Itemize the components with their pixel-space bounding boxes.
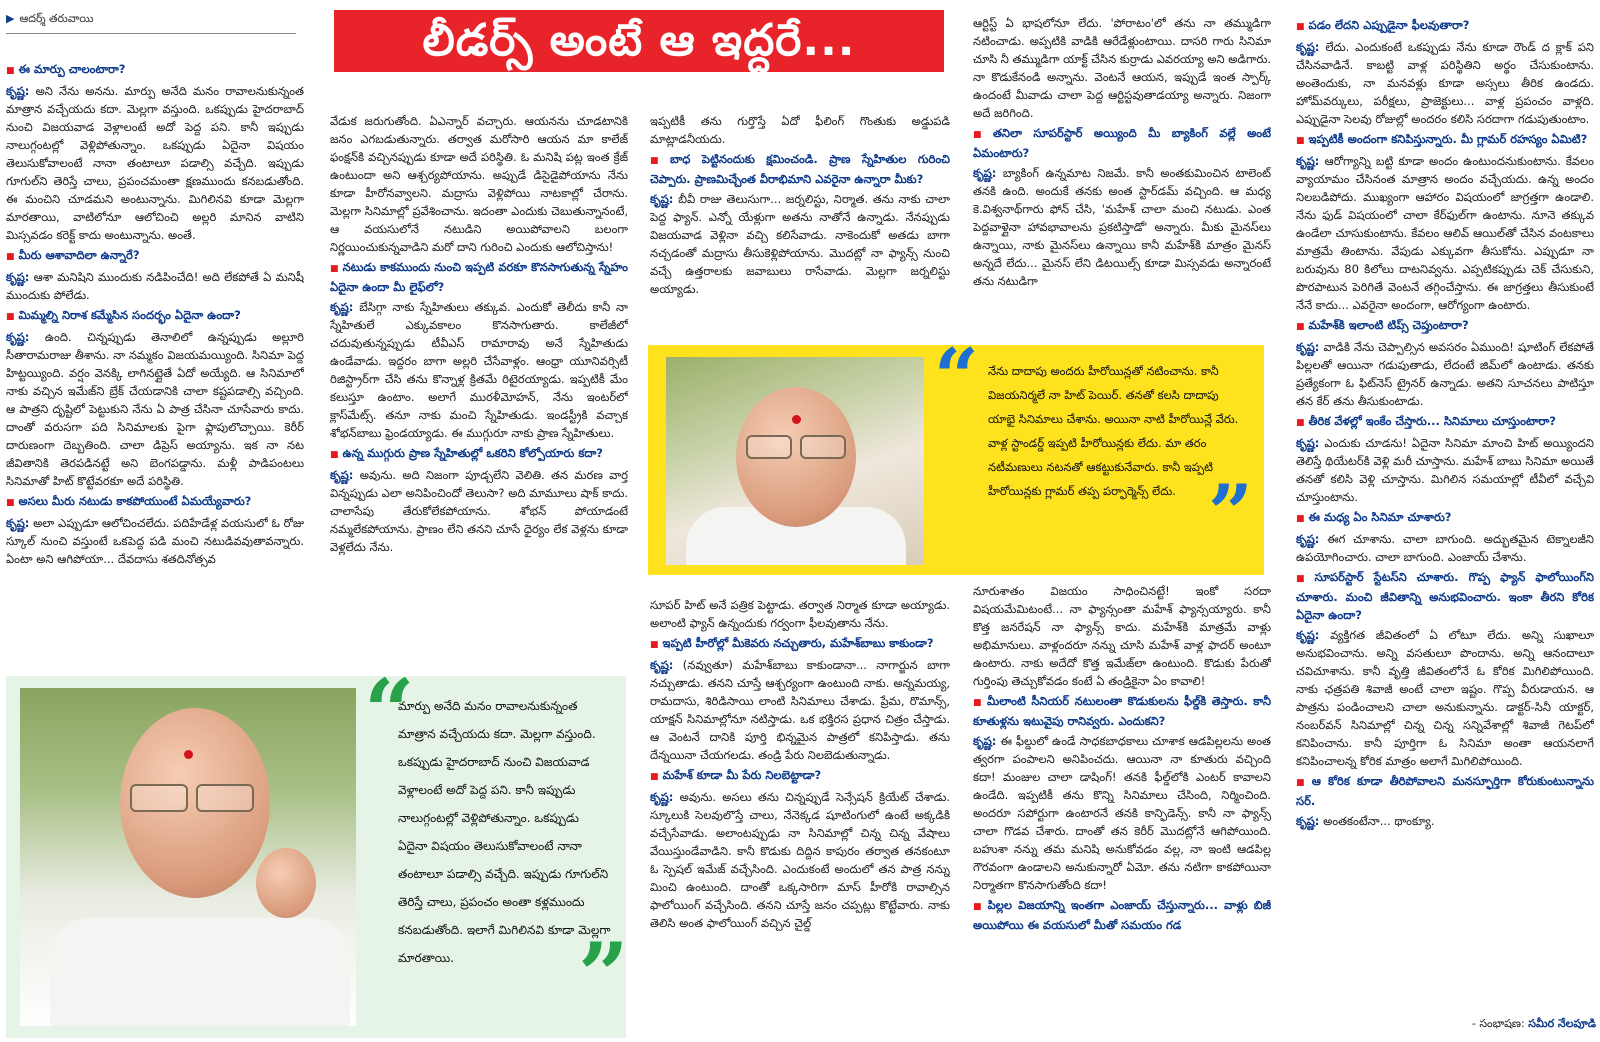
spectacles-left [130,784,188,812]
open-quote-icon: “ [934,332,979,423]
question: ■ తనిలా సూపర్‌స్టార్ అయ్యింది మీ బ్యాకింగ్ వల్లే అంటే ఏమంటారు? [973,124,1271,162]
answer: కృష్ణ: బేసిగ్గా నాకు స్నేహితులు తక్కువ. ఎందుకో తెలీదు కానీ నా స్నేహితులే ఎక్కువకాలం కొనసాగుతారు. కాలేజీలో చదువుతున్నప్పుడు టీవీఎస్ రామారావు అనే స్నేహితుడు ఉండేవాడు. ఇద్దరం బాగా అల్లరి చేసేవాళ్లం. ఆంధ్రా యూనివర్సిటీ రిజిస్ట్రార్‌గా చేసి తను కొన్నాళ్ల క్రితమే రిటైరయ్యాడు. ఇప్పటికీ మేం కలుస్తూ ఉంటాం. అలాగే మురళీమోహన్, నేను ఇంటర్‌లో క్లాస్‌మేట్స్. తనూ నాకు మంచి స్నేహితుడు. ఇండస్ట్రీకి వచ్చాక శోభన్‌బాబు ఫ్రెండయ్యాడు. ఈ ముగ్గురూ నాకు ప్రాణ స్నేహితులు. [330,300,628,440]
paragraph: వేడుక జరుగుతోంది. ఏఎన్నార్ వచ్చారు. ఆయనను చూడటానికి జనం ఎగబడుతున్నారు. తర్వాత మరోసారి ఆయన మా కాలేజ్ ఫంక్షన్‌కి వచ్చినప్పుడు కూడా అదే పరిస్థితి. ఓ మనిషి పట్ల ఇంత క్రేజ్ ఉంటుందా అని ఆశ్చర్యపోయాను. అప్పుడే డిసైడైపోయాను నేను కూడా హీరోనవ్వాలని. మద్రాసు వెళ్లిపోయి నాటకాల్లో చేరాను. మెల్లగా సినిమాల్లో ప్రవేశించాను. ఇదంతా ఎందుకు చెబుతున్నానంటే, ఆ వయసులోనే నటుడిని అయిపోవాలని బలంగా నిర్ణయించుకున్నవాడిని మరో దాని గురించి ఎందుకు ఆలోచిస్తాను! [330,114,628,254]
close-quote-icon: ” [1208,468,1253,559]
portrait-photo [666,357,924,565]
answer: కృష్ణ: అలా ఎప్పుడూ ఆలోచించలేదు. పదిహేడేళ్ల వయసులో ఓ రోజు స్కూల్ నుంచి వస్తుంటే ఒకపెద్ద పడి మంచి నటుడివవుతావన్నారు. ఏంటా అని ఆగిపోయా... దేవదాసు శతదినోత్సవ [6,516,304,566]
question: ■ ఉన్న ముగ్గురు ప్రాణ స్నేహితుల్లో ఒకరిని కోల్పోయారు కదా? [330,444,628,464]
column-5 [1296,14,1594,1034]
portrait-photo [20,688,356,1026]
answer: కృష్ణ: ఈ ఫీల్డులో ఉండే సాధకబాధకాలు చూశాక ఆడపిల్లలను అంత త్వరగా పంపాలని అనిపించదు. ఆయినా నా కూతురు వచ్చింది కదా! మంజుల చాలా డాషింగ్! తనకి ఫీల్డ్‌లోకి ఎంటర్ కావాలని ఉండేది. ఇప్పటికీ తను కొన్ని సినిమాలు చేసింది, నిర్మించింది. అందరూ సపోర్టుగా ఉంటారనే తనకి కాన్ఫిడెన్స్. కానీ నా ఫ్యాన్స్ చాలా గొడవ చేశారు. దాంతో తన కెరీర్ మొదట్లోనే ఆగిపోయింది. బహుశా నన్ను తమ మనిషి అనుకోవడం వల్ల, నా ఇంటి ఆడపిల్ల గౌరవంగా ఉండాలని అనుకున్నారో ఏమో. తను నటిగా కాకపోయినా నిర్మాతగా కొనసాగుతోంది కదా! [973,734,1271,892]
interviewer-credit: - సంభాషణ: సమీర నేలపూడి [1471,1017,1596,1030]
question: ■ ఈ మధ్య ఏం సినిమా చూశారు? [1296,508,1594,528]
question: ■ నటుడు కాకముందు నుంచి ఇప్పటి వరకూ కొనసాగుతున్న స్నేహం ఏదైనా ఉందా మీ లైఫ్‌లో? [330,258,628,296]
open-quote-icon: “ [364,659,415,763]
answer: కృష్ణ: ఈగ చూశాను. చాలా బాగుంది. అద్భుతమైన టెక్నాలజీని ఉపయోగించారు. చాలా బాగుంది. ఎంజాయ్ చేశాను. [1296,532,1594,564]
answer: కృష్ణ: వ్యక్తిగత జీవితంలో ఏ లోటూ లేదు. అన్ని సుఖాలూ అనుభవించాను. అన్ని వసతులూ పొందాను. అన్ని ఆనందాలూ చవిచూశాను. కానీ వృత్తి జీవితంలోనే ఓ కోరిక మిగిలిపోయింది. నాకు ఛత్రపతి శివాజీ అంటే చాలా ఇష్టం. గొప్ప వీరుడాయన. ఆ పాత్రను పండించాలని చాలా అనుకున్నాను. డాక్టర్-సినీ యాక్టర్, నంబర్‌వన్ సినిమాల్లో చిన్న చిన్న సన్నివేశాల్లో శివాజీ గెటప్‌లో కనిపించాను. కానీ పూర్తిగా ఓ సినిమా అంతా ఆయనలాగే కనిపించాలన్న కోరిక మాత్రం అలాగే మిగిలిపోయింది. [1296,628,1594,768]
spectacles-right [800,435,846,459]
answer: కృష్ణ: అవును. అది నిజంగా పూడ్చలేని వెలితి. తన మరణ వార్త విన్నప్పుడు ఎలా అనిపించిందో తెలుసా? అది మామూలు షాక్ కాదు. చాలాసేపు తేరుకోలేకపోయాను. శోభన్ పోయాడంటే నమ్మలేకపోయాను. ప్రాణం లేని తనని చూసే ధైర్యం లేక వెళ్లను కూడా వెళ్లలేదు నేను. [330,468,628,554]
answer: కృష్ణ: ఆరోగ్యాన్ని బట్టి కూడా అందం ఉంటుందనుకుంటాను. కేవలం వ్యాయామం చేసినంత మాత్రాన అందం వచ్చేయదు. ఉన్న అందం నిలబడిపోదు. ముఖ్యంగా ఆహారం విషయంలో జాగ్రత్తగా ఉండాలి. నేను ఫుడ్ విషయంలో చాలా కేర్‌ఫుల్‌గా ఉంటాను. నూనె తక్కువ ఉండేలా చూసుకుంటాను. కేవలం ఆలివ్ ఆయిల్‌తో చేసిన వంటకాలు మాత్రమే తింటాను. వేపుడు ఎక్కువగా తీసుకోను. ఎప్పుడూ నా బరువును 80 కిలోలు దాటనివ్వను. ఎప్పటికప్పుడు చెక్ చేసుకుని, పొరపాటున పెరిగితే వెంటనే తగ్గించేస్తాను. ఈ జాగ్రత్తలు తీసుకుంటే నేనే కాదు... ఎవరైనా అందంగా, ఆరోగ్యంగా ఉంటారు. [1296,154,1594,312]
section-label: ▶ ఆదర్శ్ తరువాయి [6,6,296,34]
close-quote-icon: ” [578,923,629,1027]
answer: కృష్ణ: ఎందుకు చూడను! ఏదైనా సినిమా మాంచి హిట్ అయ్యిందని తెలిస్తే థియేటర్‌కి వెళ్లి మరీ చూస్తాను. మహేశ్ బాబు సినిమా అయితే తనతో కలిసి వెళ్లి చూస్తాను. మిగిలిన సమయాల్లో టీవీలో వచ్చేవి చూస్తుంటాను. [1296,436,1594,504]
column-3-top [650,112,950,326]
answer: కృష్ణ: అని నేను అనను. మార్పు అనేది మనం రావాలనుకున్నంత మాత్రాన వచ్చేయదు కదా. మెల్లగా వస్తుంది. ఒకప్పుడు హైదరాబాద్ నుంచి విజయవాడ వెళ్లాలంటే అదో పెద్ద పని. కానీ ఇప్పుడు నాలుగ్గంటల్లో వెళ్లిపోతున్నాం. ఒకప్పుడు ఏదైనా విషయం తెలుసుకోవాలంటే నానా తంటాలూ పడాల్సి వచ్చేది. ఇప్పుడు గూగుల్‌ని తెరిస్తే చాలు, ప్రపంచమంతా క్షణముందు కనబడుతోంది. ఈ మంచిని చూడమని అంటున్నాను. మిగిలినవి కూడా మెల్లగా మారతాయి, వాటిలోనూ ఆలోచించి అల్లరి మానిన వాటిని మిస్సవడం కరెక్ట్ కాదు అంటున్నాను. అంతే. [6,84,304,242]
column-3-bottom [650,596,950,1036]
pull-quote-text: నేను దాదాపు అందరు హీరోయిన్లతో నటించాను. కానీ విజయనిర్మలే నా హిట్ పెయిర్. తనతో కలసి దాదాపు యాభై సినిమాలు చేశాను. అయినా నాటి హీరోయిన్లే వేరు. వాళ్ల స్టాండర్డ్ ఇప్పటి హీరోయిన్లకు లేదు. మా తరం నటీమణులు నటనతో ఆకట్టుకునేవారు. కానీ ఇప్పటి హీరోయిన్లకు గ్లామర్ తప్ప పర్ఫార్మెన్స్ లేదు. [988,364,1239,498]
answer: కృష్ణ: అవును. అసలు తను చిన్నప్పుడే సెన్సేషన్ క్రియేట్ చేశాడు. స్కూలుకి సెలవులొస్తే చాలు, నేనెక్కడ షూటింగులో ఉంటే అక్కడికి వచ్చేసేవాడు. అలాంటప్పుడు నా సినిమాల్లో చిన్న చిన్న వేషాలు వేయిస్తుండేవాడిని. కానీ కొడుకు దిద్దిన కాపురం తర్వాత తనకంటూ ఓ స్పెషల్ ఇమేజ్ వచ్చేసింది. ఎందుకంటే అందులో తన పాత్ర నన్ను మించి ఉంటుంది. దాంతో ఒక్కసారిగా మాస్ హీరోకి రావాల్సిన ఫాలోయింగ్ వచ్చేసింది. తనని చూస్తే జనం చప్పట్లు కొట్టేవారు. నాకు తెలిసి అంత ఫాలోయింగ్ వచ్చిన చైల్డ్ [650,790,950,930]
triangle-icon: ▶ [6,12,15,25]
answer: కృష్ణ: అంతకంటేనా... థాంక్యూ. [1296,814,1435,828]
question: ■ మీరు ఆశావాదిలా ఉన్నారే? [6,246,304,266]
paragraph: సూపర్ హిట్ అనే పత్రిక పెట్టాడు. తర్వాత నిర్మాత కూడా అయ్యాడు. అలాంటి ఫ్యాన్ ఉన్నందుకు గర్వంగా ఫీలవుతాను నేను. [650,598,950,630]
answer: కృష్ణ: బీవీ రాజు తెలుసుగా... జర్నలిస్టు, నిర్మాత. తను నాకు చాలా పెద్ద ఫ్యాన్. ఎన్నో యేళ్లుగా అతను నాతోనే ఉన్నాడు. నేనప్పుడు విజయవాడ వెళ్లినా వచ్చి కలిసేవాడు. నాకెందుకో అతడు బాగా నచ్చడంతో మద్రాసు తీసుకెళ్లిపోయాను. మొదట్లో నా ఫ్యాన్స్ నుంచి వచ్చే ఉత్తరాలకు జవాబులు రాసేవాడు. మెల్లగా జర్నలిస్టు అయ్యాడు. [650,192,950,296]
headline: లీడర్స్ అంటే ఆ ఇద్దరే... [334,10,944,72]
pull-quote-text: మార్పు అనేది మనం రావాలనుకున్నంత మాత్రాన వచ్చేయదు కదా. మెల్లగా వస్తుంది. ఒకప్పుడు హైదరాబాద్ నుంచి విజయవాడ వెళ్లాలంటే అదో పెద్ద పని. కానీ ఇప్పుడు నాలుగ్గంటల్లో వెళ్లిపోతున్నాం. ఒకప్పుడు ఏదైనా విషయం తెలుసుకోవాలంటే నానా తంటాలూ పడాల్సి వచ్చేది. ఇప్పుడు గూగుల్‌ని తెరిస్తే చాలు, ప్రపంచం అంతా కళ్లముందు కనబడుతోంది. ఇలాగే మిగిలినవి కూడా మెల్లగా మారతాయి. [398,699,611,965]
bindi-dot [792,415,801,424]
bindi-dot [184,750,193,759]
paragraph: ఇప్పటికీ తను గుర్తొస్తే ఏదో ఫీలింగ్ గొంతుకు అడ్డుపడి మాట్లాడనీయదు. [650,114,950,146]
question: ■ బాధ పెట్టినందుకు క్షమించండి. ప్రాణ స్నేహితుల గురించి చెప్పారు. ప్రాణమిచ్చేంత వీరాభిమాని ఎవరైనా ఉన్నారా మీకు? [650,150,950,188]
question: ■ తీరిక వేళల్లో ఇంకేం చేస్తారు... సినిమాలు చూస్తుంటారా? [1296,412,1594,432]
paragraph: నూరుశాతం విజయం సాధించినట్టే! ఇంకో సరదా విషయమేమిటంటే... నా ఫ్యాన్సంతా మహేశ్ ఫ్యాన్సయ్యారు. కానీ కొత్త జనరేషన్ నా ఫ్యాన్స్ కాదు. మహేశ్‌కి మాత్రమే వాళ్లు అభిమానులు. వాళ్లందరూ నన్ను చూసి మహేశ్ వాళ్ల ఫాదర్ అంటూ ఉంటారు. నాకు అదేదో కొత్త ఇమేజ్‌లా ఉంటుంది. కొడుకు పేరుతో గుర్తింపు తెచ్చుకోవడం కంటే ఏ తండ్రికైనా ఏం కావాలి! [973,584,1271,688]
question: ■ ఇప్పటి హీరోల్లో మీకెవరు నచ్చుతారు, మహేశ్‌బాబు కాకుండా? [650,634,950,654]
column-4-bottom [973,582,1271,1036]
question: ■ సూపర్‌స్టార్ స్టేటస్‌ని చూశారు. గొప్ప ఫ్యాన్ ఫాలోయింగ్‌ని చూశారు. మంచి జీవితాన్ని అనుభవించారు. ఇంకా తీరని కోరిక ఏదైనా ఉందా? [1296,568,1594,624]
answer: కృష్ణ: వాడికి నేను చెప్పాల్సిన అవసరం ఏముంది! షూటింగ్ లేకపోతే పిల్లలతో ఆయినా గడుపుతాడు, లేదంటే జిమ్‌లో ఉంటాడు. తనకు ప్రత్యేకంగా ఓ ఫిట్‌నెస్ ట్రైనర్ ఉన్నాడు. అతని సూచనలు పాటిస్తూ తన కేర్ తను తీసుకుంటాడు. [1296,340,1594,408]
shirt-shape [50,918,350,1026]
question: ■ అసలు మీరు నటుడు కాకపోయుంటే ఏమయ్యేవారు? [6,492,304,512]
pull-quote-box-yellow [648,332,1264,575]
question: ■ ఆ కోరిక కూడా తీరిపోవాలని మనస్ఫూర్తిగా కోరుకుంటున్నాను సర్. [1296,772,1594,810]
answer: కృష్ణ: బ్యాకింగ్ ఉన్నమాట నిజమే. కానీ అంతకుమించిన టాలెంట్ తనకి ఉంది. అందుకే తనకు అంత స్టార్‌డమ్ వచ్చింది. ఆ మధ్య కె.విశ్వనాథ్‌గారు ఫోన్ చేసి, 'మహేశ్ చాలా మంచి నటుడు. ఎంత పెద్దవాళ్లైనా హావభావాలను ప్రకటిస్తాడో' అన్నారు. మీకు మైనస్‌లు ఉన్నాయి, నాకు మైనస్‌లు ఉన్నాయి కానీ మహేశ్‌కి మాత్రం మైనస్ అన్నదే లేదు... మైనస్ లేని డిటయిల్స్ కూడా మిస్సవడు అన్నారంటే తను నటుడిగా [973,166,1271,288]
question: ■ పిల్లల విజయాన్ని ఇంతగా ఎంజాయ్ చేస్తున్నారు... వాళ్లు బిజీ అయిపోయి ఈ వయసులో మీతో సమయం గడ [973,896,1271,934]
question: ■ మిమ్మల్ని నిరాశ కమ్మేసిన సందర్భం ఏదైనా ఉందా? [6,306,304,326]
spectacles-left [746,435,792,459]
question: ■ ఇప్పటికీ అందంగా కనిపిస్తున్నారు. మీ గ్లామర్ రహస్యం ఏమిటి? [1296,130,1594,150]
pull-quote-box-green [6,659,629,1038]
answer: కృష్ణ: లేదు. ఎందుకంటే ఒకప్పుడు నేను కూడా రౌండ్ ద క్లాక్ పని చేసినవాడినే. కాబట్టి వాళ్ల పరిస్థితిని అర్థం చేసుకుంటాను. అంతెందుకు, నా మనవళ్లు కూడా అస్సలు తీరిక ఉండదు. హోమ్‌వర్కులు, పరీక్షలు, ప్రాజెక్టులు... వాళ్ల ప్రపంచం వాళ్లది. ఎప్పుడైనా సెలవు రోజుల్లో అందరం కలిసి సరదాగా గడుపుతుంటాం. [1296,40,1594,126]
answer: కృష్ణ: ఉంది. చిన్నప్పుడు తెనాలిలో ఉన్నప్పుడు అల్లూరి సీతారామరాజు తీశాను. నా నమ్మకం విజయమయ్యింది. సినిమా పెద్ద హిట్టయ్యింది. వర్షం వెనక్కి లాగినట్లైతే ఏదో అయ్యేది. ఆ సినిమాలో నాకు వచ్చిన ఇమేజ్‌ని బ్రేక్ చేయడానికి చాలా కష్టపడాల్సి వచ్చింది. ఆ పాత్రని దృష్టిలో పెట్టుకుని నేను ఏ పాత్ర చేసినా చూసేవారు కాదు. దాంతో వరుసగా పది సినిమాలకు పైగా ఫ్లాపులొచ్చాయి. కెరీర్ దారుణంగా దెబ్బతింది. చాలా డిప్రెస్ అయ్యాను. ఇక నా నట జీవితానికి తెరపడినట్టే అని బెంగపడ్డాను. మళ్లీ పాడిపంటలు సినిమాతో హిట్ కొట్టేవరకూ అదే పరిస్థితి. [6,330,304,488]
spectacles-right [196,784,254,812]
question: ■ పడం లేదని ఎప్పుడైనా ఫీలవుతారా? [1296,16,1594,36]
question: ■ ఈ మార్పు చాలంటారా? [6,60,304,80]
question: ■ మీలాంటి సీనియర్ నటులంతా కొడుకులను ఫీల్డ్‌కి తెస్తారు. కానీ కూతుళ్లను ఇటువైపు రానివ్వరు. ఎందుకని? [973,692,1271,730]
question: ■ మహేశ్‌కి ఇలాంటి టిప్స్ చెప్తుంటారా? [1296,316,1594,336]
column-4-top [973,14,1271,328]
answer: కృష్ణ: ఆశా మనిషిని ముందుకు నడిపించేది! అది లేకపోతే ఏ మనిషీ ముందుకు పోలేడు. [6,270,304,302]
answer: కృష్ణ: (నవ్వుతూ) మహేశ్‌బాబు కాకుండానా... నాగార్జున బాగా నచ్చుతాడు. తనని చూస్తే ఆశ్చర్యంగా ఉంటుంది నాకు. అన్నమయ్య, రామదాసు, శిరిడిసాయి లాంటి సినిమాలు చేశాడు. ప్రేమ, రొమాన్స్, యాక్షన్ సినిమాల్లోనూ నటిస్తాడు. ఒక భక్తిరస ప్రధాన చిత్రం చేస్తాడు. ఆ వెంటనే దానికి పూర్తి భిన్నమైన పాత్రలో కనిపిస్తాడు. తను దేన్నయినా చేయగలడు. తండ్రి పేరు నిలబెడుతున్నాడు. [650,658,950,762]
column-2 [330,112,628,662]
fist-shape [256,848,316,918]
column-1 [6,58,304,658]
paragraph: ఆర్టిస్ట్ ఏ భాషలోనూ లేదు. 'పోరాటం'లో తను నా తమ్ముడిగా నటించాడు. అప్పటికి వాడికి ఆరేడేళ్లుంటాయి. దాసరి గారు సినిమా చూసి నీ తమ్ముడిగా యాక్ట్ చేసిన కుర్రాడు ఎవరయ్యా అని అడిగారు. నా కొడుకేనండి అన్నాను. వెంటనే ఆయన, ఇప్పుడే ఇంత స్పార్క్ ఉందంటే మీవాడు చాలా పెద్ద ఆర్టిస్టవుతాడయ్యా అన్నారు. నిజంగా అదే జరిగింది. [973,16,1271,120]
question: ■ మహేశ్ కూడా మీ పేరు నిలబెట్టాడా? [650,766,950,786]
